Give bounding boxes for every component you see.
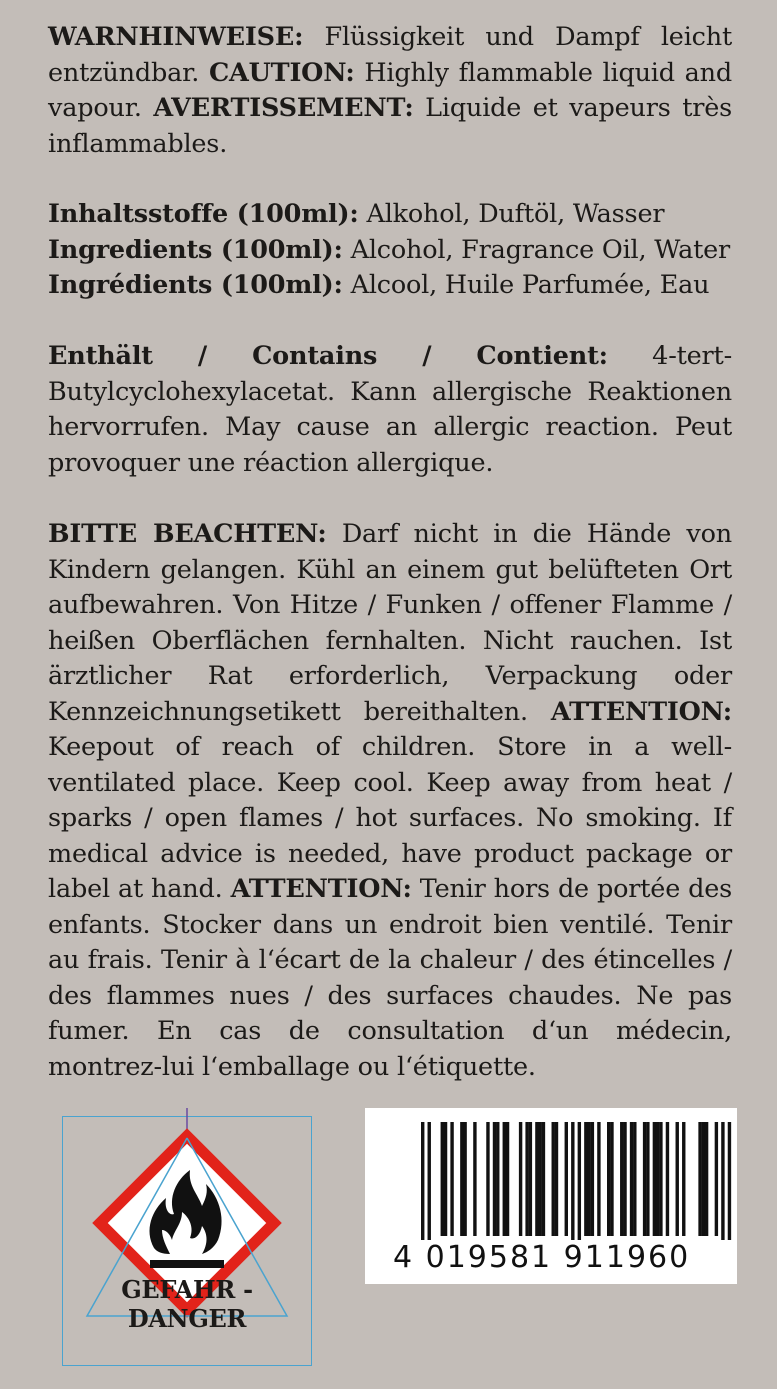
barcode-bar [607, 1122, 610, 1236]
barcode-bar [587, 1122, 590, 1236]
precautions-section [48, 517, 732, 1085]
contains-label: Enthält / Contains / Contient: [48, 341, 608, 371]
barcode-bar [610, 1122, 613, 1236]
ingredients-en [48, 233, 732, 269]
barcode-bar [630, 1122, 633, 1236]
barcode-bar [525, 1122, 528, 1236]
warning-de-label: WARNHINWEISE: [48, 22, 304, 52]
barcode-bar [538, 1122, 541, 1236]
warning-en-text: Highly flammable liquid and vapour. [48, 57, 732, 123]
precautions-de-label: BITTE BEACHTEN: [48, 519, 327, 549]
barcode-bar [486, 1122, 489, 1236]
barcode-bar [421, 1122, 424, 1240]
ingredients-de-text: Alkohol, Duftöl, Wasser [366, 199, 665, 229]
barcode-bar [542, 1122, 545, 1236]
precautions-fr-text: Tenir hors de portée des enfants. Stocker dans un endroit bien ventilé. Tenir au frais. Tenir à l‘écart de la chaleur / des étincelles / des flammes nues / des surfaces chaudes. Ne pas fumer. En cas de consultation d‘un médecin, montrez-lui l‘emballage ou l‘étiquette. [48, 874, 733, 1082]
barcode-bar [535, 1122, 538, 1236]
barcode-bar [463, 1122, 466, 1236]
barcode-bar [450, 1122, 453, 1236]
barcode-bar [460, 1122, 463, 1236]
barcode-bar [721, 1122, 724, 1240]
barcode-bar [659, 1122, 662, 1236]
barcode-bar [571, 1122, 574, 1240]
precautions-en-text: Keepout of reach of children. Store in a well-ventilated place. Keep cool. Keep away from heat / sparks / open flames / hot surfaces. No smoking. If medical advice is needed, have product package or label at hand. [48, 732, 732, 904]
contains-section [48, 339, 732, 481]
barcode-bar [565, 1122, 568, 1236]
contains-text: 4-tert-Butylcyclohexylacetat. Kann allergische Reaktionen hervorrufen. May cause an allergic reaction. Peut provoquer une réaction allergique. [48, 341, 733, 478]
barcode-bar [676, 1122, 679, 1236]
warnings-section [48, 20, 732, 162]
ingredients-fr-label: Ingrédients (100ml): [48, 270, 343, 300]
warning-de-text: Flüssigkeit und Dampf leicht entzündbar. [48, 22, 733, 88]
barcode-bar [529, 1122, 532, 1236]
barcode-bar [496, 1122, 499, 1236]
barcode-bar [643, 1122, 646, 1236]
barcode-bar [493, 1122, 496, 1236]
barcode-bar [555, 1122, 558, 1236]
ingredients-section [48, 197, 732, 304]
barcode-bar [519, 1122, 522, 1236]
barcode-bar [653, 1122, 656, 1236]
barcode-bar [623, 1122, 626, 1236]
ingredients-fr-text: Alcool, Huile Parfumée, Eau [350, 270, 710, 300]
hazard-label: GEFAHR - DANGER [121, 1275, 253, 1333]
warning-en-label: CAUTION: [208, 57, 355, 88]
ingredients-en-label: Ingredients (100ml): [48, 234, 343, 265]
warning-fr-label: AVERTISSEMENT: [153, 93, 414, 123]
barcode-bar [633, 1122, 636, 1236]
barcode-bar [591, 1122, 594, 1236]
barcode-bar [444, 1122, 447, 1236]
barcode-bar [503, 1122, 506, 1236]
barcode-bar [705, 1122, 708, 1236]
warning-fr-text: Liquide et vapeurs très inflammables. [48, 93, 733, 159]
barcode-bar [646, 1122, 649, 1236]
barcode-bar [578, 1122, 581, 1240]
precautions-en-label: ATTENTION: [550, 696, 732, 727]
precautions-fr-label: ATTENTION: [230, 874, 412, 904]
barcode-bar [428, 1122, 431, 1240]
barcode-bar [506, 1122, 509, 1236]
barcode-digits: 4 019581 911960 [393, 1240, 691, 1275]
barcode-bar [656, 1122, 659, 1236]
barcode [365, 1108, 737, 1284]
barcode-bar [597, 1122, 600, 1236]
ingredients-en-text: Alcohol, Fragrance Oil, Water [350, 234, 731, 265]
barcode-bar [584, 1122, 587, 1236]
barcode-bar [552, 1122, 555, 1236]
precautions-de-text: Darf nicht in die Hände von Kindern gelangen. Kühl an einem gut belüfteten Ort aufbewahren. Von Hitze / Funken / offener Flamme / heißen Oberflächen fernhalten. Nicht rauchen. Ist ärztlicher Rat erforderlich, Verpackung oder Kennzeichnungsetikett bereithalten. [48, 519, 733, 727]
ingredients-fr [48, 268, 732, 304]
barcode-bar [715, 1122, 718, 1236]
barcode-bar [728, 1122, 731, 1240]
barcode-bar [441, 1122, 444, 1236]
barcode-bar [666, 1122, 669, 1236]
barcode-bar [702, 1122, 705, 1236]
barcode-bar [473, 1122, 476, 1236]
barcode-bar [620, 1122, 623, 1236]
barcode-bar [682, 1122, 685, 1236]
ingredients-de [48, 197, 732, 233]
ingredients-de-label: Inhaltsstoffe (100ml): [48, 199, 359, 229]
barcode-bar [698, 1122, 701, 1236]
